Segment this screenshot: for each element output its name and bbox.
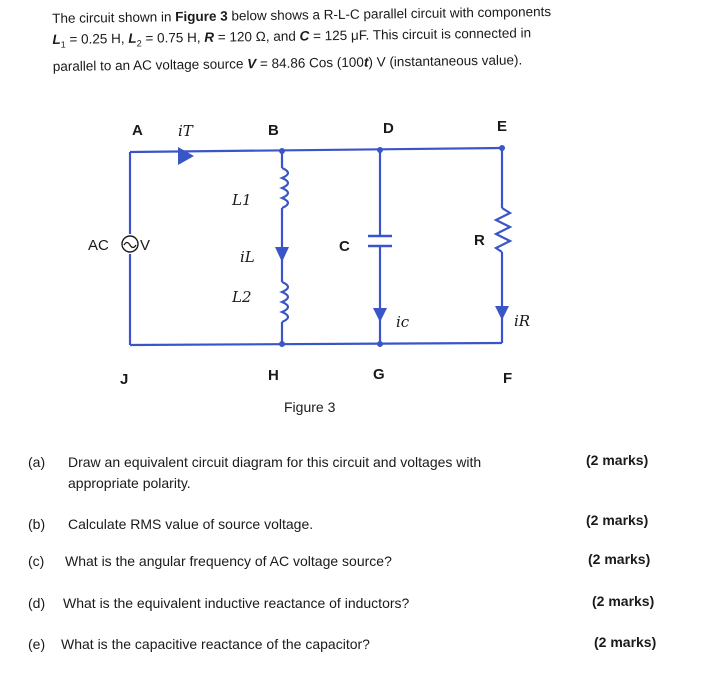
intro-text: parallel to an AC voltage source <box>52 55 248 74</box>
v-value: = 84.86 Cos (100 <box>256 54 364 71</box>
question-label: (e) <box>28 636 46 652</box>
node-j-label: J <box>120 371 129 388</box>
marks-label: (2 marks) <box>586 452 649 468</box>
node-h-label: H <box>268 367 279 384</box>
intro-text: ) V (instantaneous value). <box>368 52 523 70</box>
question-text: What is the equivalent inductive reactance of inductors? <box>63 595 410 611</box>
question-text-continued: appropriate polarity. <box>68 475 191 491</box>
question-label: (c) <box>28 553 45 569</box>
question-text: What is the angular frequency of AC voltage source? <box>65 553 392 569</box>
l1-label: L1 <box>232 191 252 209</box>
r-value: = 120 Ω, and <box>213 28 300 45</box>
marks-label: (2 marks) <box>594 634 657 650</box>
intro-text: The circuit shown in <box>52 9 176 26</box>
it-arrow-icon <box>178 147 194 165</box>
ac-sine-icon <box>124 243 136 248</box>
question-text: What is the capacitive reactance of the capacitor? <box>61 636 370 652</box>
c-label: C <box>339 238 350 255</box>
v-symbol: V <box>247 55 257 71</box>
r-label: R <box>474 232 485 249</box>
source-label-ac: AC <box>88 237 109 254</box>
question-label: (b) <box>28 516 46 532</box>
inductor-l1-icon <box>282 168 288 208</box>
inductor-l2-icon <box>282 282 288 322</box>
node-b-label: B <box>268 122 279 139</box>
figure-reference: Figure 3 <box>175 8 228 25</box>
intro-text: below shows a R-L-C parallel circuit with components <box>227 4 552 24</box>
resistor-icon <box>496 208 510 252</box>
it-label: iT <box>178 122 193 140</box>
marks-label: (2 marks) <box>588 551 651 567</box>
l2-symbol: L <box>128 30 137 46</box>
t-symbol: t <box>363 54 369 70</box>
il-arrow-icon <box>275 247 289 262</box>
node-g-label: G <box>373 366 385 383</box>
l1-value: = 0.25 H, <box>65 30 129 47</box>
l2-label: L2 <box>232 288 252 306</box>
node-e-label: E <box>497 118 508 135</box>
ir-label: iR <box>514 312 531 330</box>
question-text: Draw an equivalent circuit diagram for this circuit and voltages with <box>68 454 482 470</box>
figure-caption: Figure 3 <box>284 399 336 415</box>
marks-label: (2 marks) <box>586 512 649 528</box>
r-symbol: R <box>204 29 215 45</box>
l2-subscript: 2 <box>136 38 142 49</box>
source-label-v: V <box>140 237 151 254</box>
question-text: Calculate RMS value of source voltage. <box>68 516 314 532</box>
node-f-label: F <box>503 370 513 387</box>
node-a-label: A <box>132 122 143 139</box>
ic-arrow-icon <box>373 308 387 322</box>
l2-value: = 0.75 H, <box>141 29 205 46</box>
l1-subscript: 1 <box>60 39 66 50</box>
l1-symbol: L <box>52 31 61 47</box>
ic-label: ic <box>396 313 410 331</box>
il-label: iL <box>240 248 255 266</box>
question-label: (a) <box>28 454 46 470</box>
ir-arrow-icon <box>495 306 509 320</box>
bottom-wire <box>130 343 502 345</box>
c-value: = 125 μF. This circuit is connected in <box>309 25 532 44</box>
node-d-label: D <box>383 120 394 137</box>
capacitor-icon <box>368 236 392 246</box>
question-label: (d) <box>28 595 46 611</box>
c-symbol: C <box>299 28 310 44</box>
marks-label: (2 marks) <box>592 593 655 609</box>
circuit-wires <box>122 148 502 345</box>
